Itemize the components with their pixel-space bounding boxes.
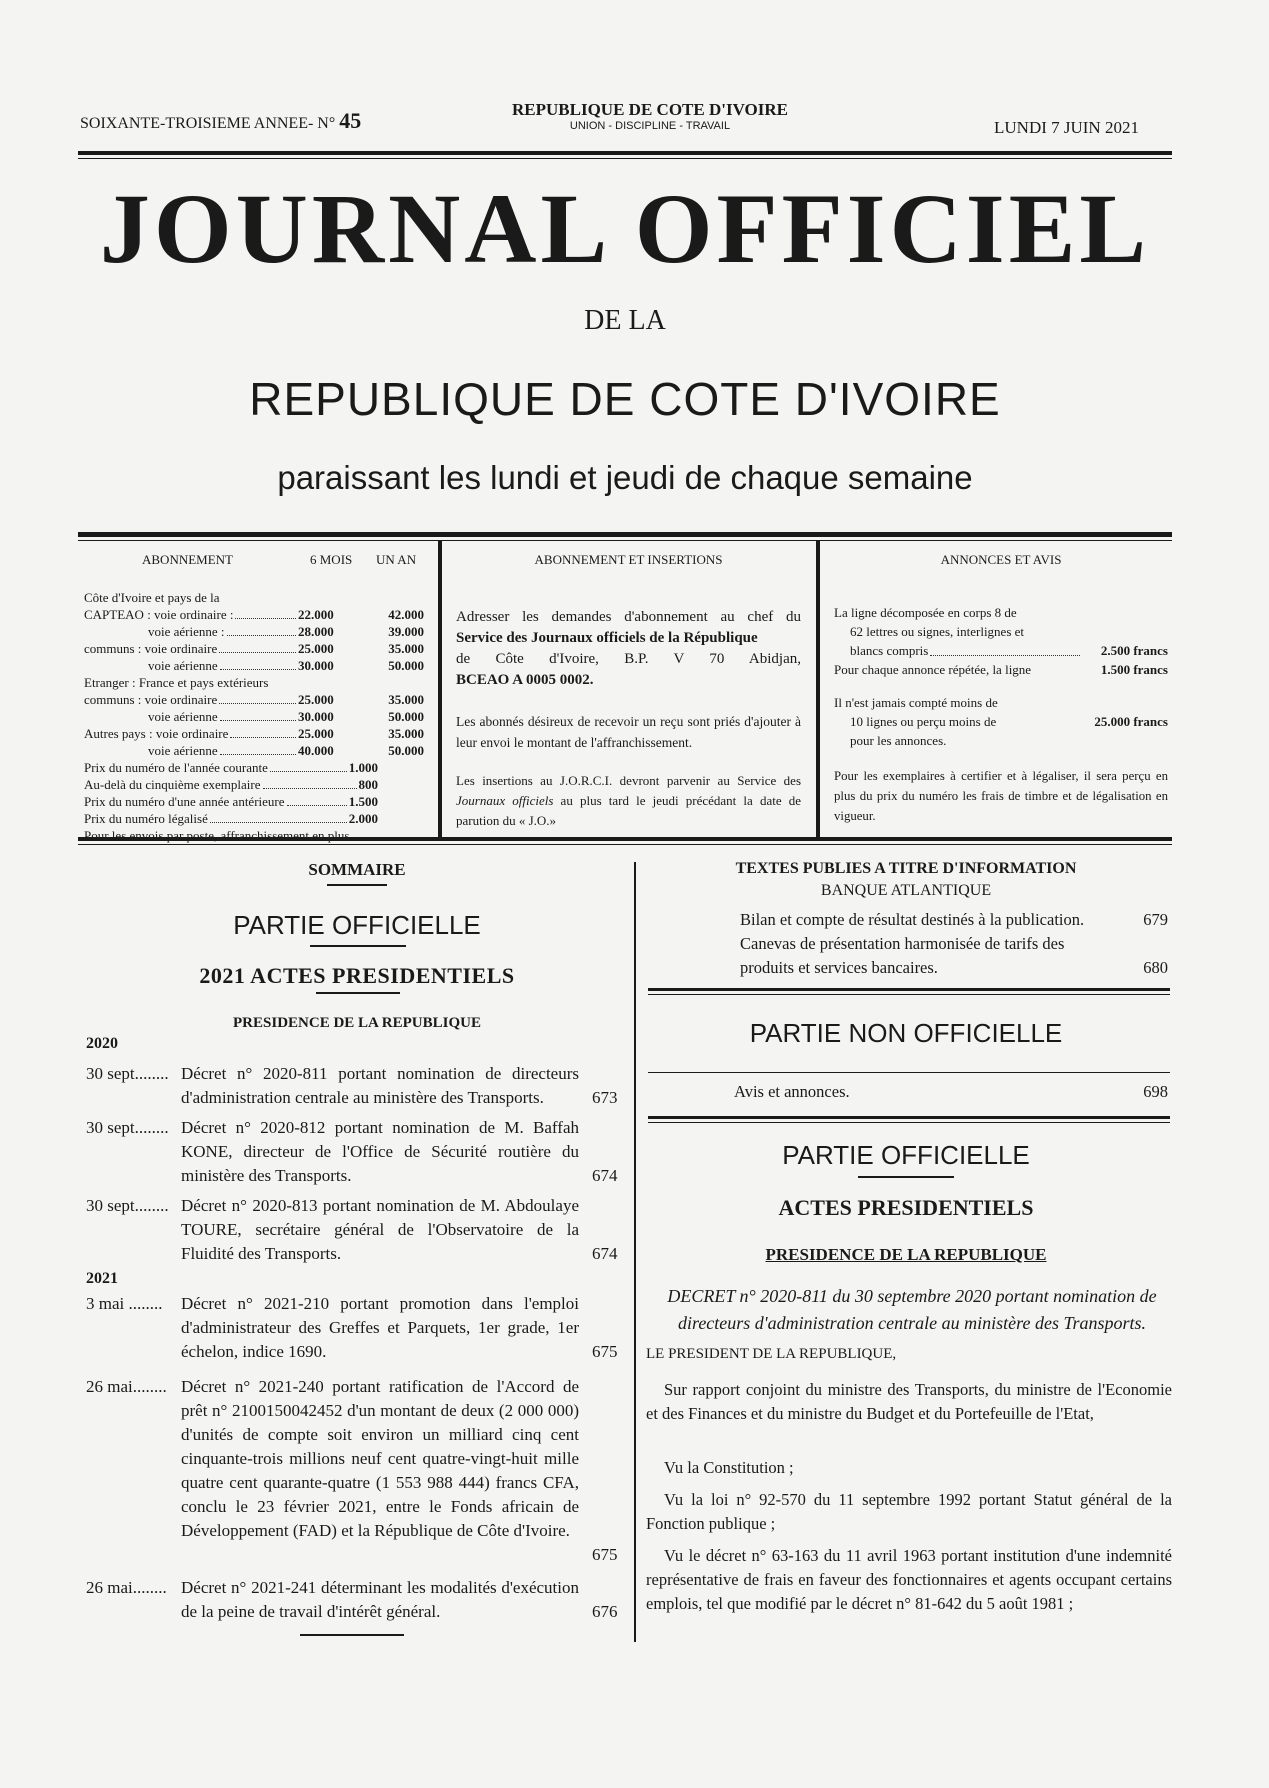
dot-leader (227, 623, 296, 636)
abonnement-prices (84, 759, 424, 827)
abonnement-row-label: communs : voie ordinaire (84, 692, 218, 707)
dot-leader (270, 759, 347, 772)
dot-leader (263, 776, 357, 789)
edition-number: 45 (339, 108, 362, 133)
abonnement-etranger: Etranger : France et pays extérieurs (84, 675, 269, 690)
abonnement-6mois-value: 30.000 (298, 658, 334, 673)
sommaire-item[interactable]: 30 sept........ Décret n° 2020-813 portant nomination de M. Abdoulaye TOURE, secrétaire général de l'Observatoire de la Fluidité des Transports. 674 (86, 1196, 618, 1263)
textes-item-page: 680 (1143, 958, 1168, 977)
abonnement-row (84, 657, 424, 674)
abonnement-rows (84, 606, 424, 674)
abonnement-row (84, 725, 424, 742)
decree-title: DECRET n° 2020-811 du 30 septembre 2020 portant nomination de directeurs d'administration centrale au ministère des Transports. (667, 1286, 1157, 1333)
decree-paragraph: Sur rapport conjoint du ministre des Transports, du ministre de l'Economie et des Finances et du ministre du Budget et du Portefeuille de l'Etat, (646, 1380, 1172, 1423)
right-rule-3 (648, 1116, 1170, 1119)
title-de-la: DE LA (584, 305, 666, 336)
dot-leader (210, 810, 347, 823)
sommaire-end-rule (300, 1634, 404, 1636)
abonnement-row (84, 691, 424, 708)
sommaire-item[interactable]: 3 mai ........ Décret n° 2021-210 portant promotion dans l'emploi d'administrateur des Greffes et Parquets, 1er grade, 1er échelon, indice 1690. 675 (86, 1294, 618, 1361)
sommaire-title: SOMMAIRE (308, 860, 406, 879)
sommaire-item[interactable]: 26 mai........ Décret n° 2021-241 déterminant les modalités d'exécution de la peine de travail d'intérêt général. 676 (86, 1578, 618, 1621)
annonces-min-block: Il n'est jamais compté moins de 10 lignes ou perçu moins de 25.000 francs pour les annonces. (834, 695, 1168, 748)
dot-leader (287, 793, 347, 806)
abonnement-intro: Côte d'Ivoire et pays de la (84, 590, 220, 605)
abonnement-row (84, 708, 424, 725)
dot-leader (220, 708, 296, 721)
abonnement-header: ABONNEMENT (142, 552, 233, 567)
abonnement-6mois-value: 22.000 (298, 607, 334, 622)
abonnement-6mois-value: 28.000 (298, 624, 334, 639)
annonces-header: ANNONCES ET AVIS (940, 552, 1062, 567)
abonnement-price-row (84, 776, 378, 793)
issue-date: LUNDI 7 JUIN 2021 (994, 118, 1139, 137)
abonnement-column (84, 551, 424, 844)
right-rule-3b (648, 1122, 1170, 1123)
price-value: 800 (358, 777, 378, 792)
abonnement-an-value: 50.000 (388, 709, 424, 724)
dot-leader (219, 640, 296, 653)
abonnement-rows-etranger (84, 691, 424, 759)
non-officielle-item[interactable]: Avis et annonces. 698 (734, 1082, 1168, 1101)
right-rule-1 (648, 988, 1170, 991)
dot-leader (220, 657, 296, 670)
right-rule-2 (648, 1072, 1170, 1073)
insertions-p3: Les insertions au J.O.R.C.I. devront parvenir au Service des Journaux officiels au plus tard le jeudi précédant la date de parution du « J.O.» (456, 773, 801, 828)
infobox-divider-1 (438, 541, 442, 837)
abonnement-an-value: 50.000 (388, 658, 424, 673)
price-minimum: 25.000 francs (1094, 714, 1168, 729)
column-divider (634, 862, 636, 1642)
right-rule-1b (648, 994, 1170, 995)
abonnement-an-value: 35.000 (388, 726, 424, 741)
abonnement-col-an: UN AN (376, 552, 417, 567)
abonnement-price-row (84, 810, 378, 827)
insertions-header: ABONNEMENT ET INSERTIONS (534, 552, 723, 567)
abonnement-row-label: voie aérienne : (148, 624, 225, 639)
title-republic: REPUBLIQUE DE COTE D'IVOIRE (249, 373, 1001, 425)
infobox-rule-bottom2 (78, 844, 1172, 845)
annonces-column (834, 551, 1168, 826)
masthead-rule-thin (78, 158, 1172, 159)
textes-title: TEXTES PUBLIES A TITRE D'INFORMATION (735, 860, 1077, 877)
sommaire-year-2020: 2020 (86, 1035, 118, 1052)
sommaire-presidence: PRESIDENCE DE LA REPUBLIQUE (233, 1015, 481, 1031)
annonces-rate-block: La ligne décomposée en corps 8 de 62 lettres ou signes, interlignes et blancs compris 2.500 francs Pour chaque annonce répétée, la ligne 1.500 francs (834, 605, 1168, 677)
abonnement-row (84, 742, 424, 759)
frequency-line: paraissant les lundi et jeudi de chaque semaine (277, 459, 973, 496)
abonnement-row-label: voie aérienne (148, 658, 218, 673)
dot-leader (219, 691, 296, 704)
abonnement-row (84, 640, 424, 657)
abonnement-footer: Pour les envois par poste, affranchissement en plus. (84, 828, 353, 843)
price-label: Prix du numéro légalisé (84, 811, 208, 826)
infobox-rule-top (78, 532, 1172, 537)
abonnement-row-label: voie aérienne (148, 743, 218, 758)
officielle-partie-underline (858, 1176, 954, 1178)
infobox-rule-top2 (78, 540, 1172, 541)
sommaire-item[interactable]: 30 sept........ Décret n° 2020-812 portant nomination de M. Baffah KONE, directeur de l'Office de Sécurité routière du ministère des Transports. 674 (86, 1118, 618, 1185)
dot-leader (235, 606, 296, 619)
abonnement-an-value: 42.000 (388, 607, 424, 622)
sommaire-actes-underline (316, 992, 400, 994)
non-officielle-page: 698 (1143, 1082, 1168, 1101)
edition-label: SOIXANTE-TROISIEME ANNEE- N° (80, 115, 336, 132)
insertions-column (456, 551, 801, 831)
decree-paragraph: Vu la loi n° 92-570 du 11 septembre 1992 portant Statut général de la Fonction publique ; (646, 1490, 1172, 1533)
sommaire-item[interactable]: 26 mai........ Décret n° 2021-240 portant ratification de l'Accord de prêt n° 2100150042452 d'un montant de deux (2 000 000) d'unités de compte soit environ un milliard cinq cent cinquante-trois millions neuf cent quatre-vingt-huit mille quatre cent quarante-quatre (1 553 988 444) francs CFA, conclu le 23 février 2021, entre le Fonds africain de Développement (FAD) et la République de Côte d'Ivoire. 675 (86, 1377, 618, 1564)
abonnement-row-label: Autres pays : voie ordinaire (84, 726, 229, 741)
price-label: Prix du numéro de l'année courante (84, 760, 268, 775)
officielle-partie: PARTIE OFFICIELLE (782, 1140, 1030, 1170)
officielle-actes: ACTES PRESIDENTIELS (778, 1195, 1034, 1220)
sommaire-year-2021: 2021 (86, 1270, 118, 1287)
infobox-divider-2 (816, 541, 820, 837)
abonnement-6mois-value: 40.000 (298, 743, 334, 758)
sommaire-actes: 2021 ACTES PRESIDENTIELS (199, 963, 515, 988)
price-label: Au-delà du cinquième exemplaire (84, 777, 261, 792)
country-motto: UNION - DISCIPLINE - TRAVAIL (569, 120, 731, 132)
abonnement-row (84, 623, 424, 640)
price-line: 2.500 francs (1100, 643, 1168, 658)
country-name: REPUBLIQUE DE COTE D'IVOIRE (512, 100, 788, 119)
abonnement-6mois-value: 25.000 (298, 726, 334, 741)
abonnement-an-value: 39.000 (388, 624, 424, 639)
abonnement-price-row (84, 793, 378, 810)
abonnement-6mois-value: 30.000 (298, 709, 334, 724)
textes-item-page: 679 (1143, 910, 1168, 929)
price-value: 1.500 (348, 794, 378, 809)
price-label: Prix du numéro d'une année antérieure (84, 794, 285, 809)
dot-leader (220, 742, 296, 755)
abonnement-an-value: 35.000 (388, 692, 424, 707)
sommaire-partie-officielle: PARTIE OFFICIELLE (233, 910, 481, 940)
abonnement-row-label: voie aérienne (148, 709, 218, 724)
dot-leader (230, 725, 296, 738)
abonnement-row-label: CAPTEAO : voie ordinaire : (84, 607, 234, 622)
abonnement-6mois-value: 25.000 (298, 641, 334, 656)
abonnement-an-value: 35.000 (388, 641, 424, 656)
sommaire-partie-underline (310, 945, 406, 947)
decree-paragraph: Vu le décret n° 63-163 du 11 avril 1963 portant institution d'une indemnité représentative de frais en faveur des fonctionnaires et agents occupant certains emplois, tel que modifié par le décret n° 81-642 du 5 août 1981 ; (646, 1546, 1172, 1613)
insertions-p1: Adresser les demandes d'abonnement au chef du Service des Journaux officiels de la République de Côte d'Ivoire, B.P. V 70 Abidjan, BCEAO A 0005 0002. (456, 609, 801, 688)
decree-paragraph: Vu la Constitution ; (664, 1458, 794, 1477)
price-value: 1.000 (348, 760, 378, 775)
abonnement-6mois-value: 25.000 (298, 692, 334, 707)
edition-line (80, 108, 361, 134)
abonnement-price-row (84, 759, 378, 776)
price-value: 2.000 (348, 811, 378, 826)
annonces-legalisation: Pour les exemplaires à certifier et à légaliser, il sera perçu en plus du prix du numéro les frais de timbre et de légalisation en vigueur. (834, 769, 1168, 823)
abonnement-row (84, 606, 424, 623)
insertions-p2: Les abonnés désireux de recevoir un reçu sont priés d'ajouter à leur envoi le montant de l'affranchissement. (456, 714, 801, 750)
abonnement-row-label: communs : voie ordinaire (84, 641, 218, 656)
sommaire-item[interactable]: 30 sept........ Décret n° 2020-811 portant nomination de directeurs d'administration centrale au ministère des Transports. 673 (86, 1064, 618, 1107)
journal-title: JOURNAL OFFICIEL (99, 173, 1151, 284)
price-repeat: 1.500 francs (1100, 662, 1168, 677)
decree-president: LE PRESIDENT DE LA REPUBLIQUE, (646, 1346, 897, 1362)
country-header (480, 100, 820, 132)
non-officielle-title: PARTIE NON OFFICIELLE (749, 1018, 1063, 1048)
sommaire-title-underline (327, 884, 387, 886)
textes-bank: BANQUE ATLANTIQUE (820, 882, 992, 899)
abonnement-an-value: 50.000 (388, 743, 424, 758)
masthead-rule-top (78, 151, 1172, 155)
officielle-presidence: PRESIDENCE DE LA REPUBLIQUE (765, 1245, 1047, 1264)
textes-item[interactable]: Bilan et compte de résultat destinés à la publication. 679 Canevas de présentation harmonisée de tarifs des produits et services bancaires. 680 (740, 908, 1168, 980)
abonnement-col-6mois: 6 MOIS (310, 552, 353, 567)
